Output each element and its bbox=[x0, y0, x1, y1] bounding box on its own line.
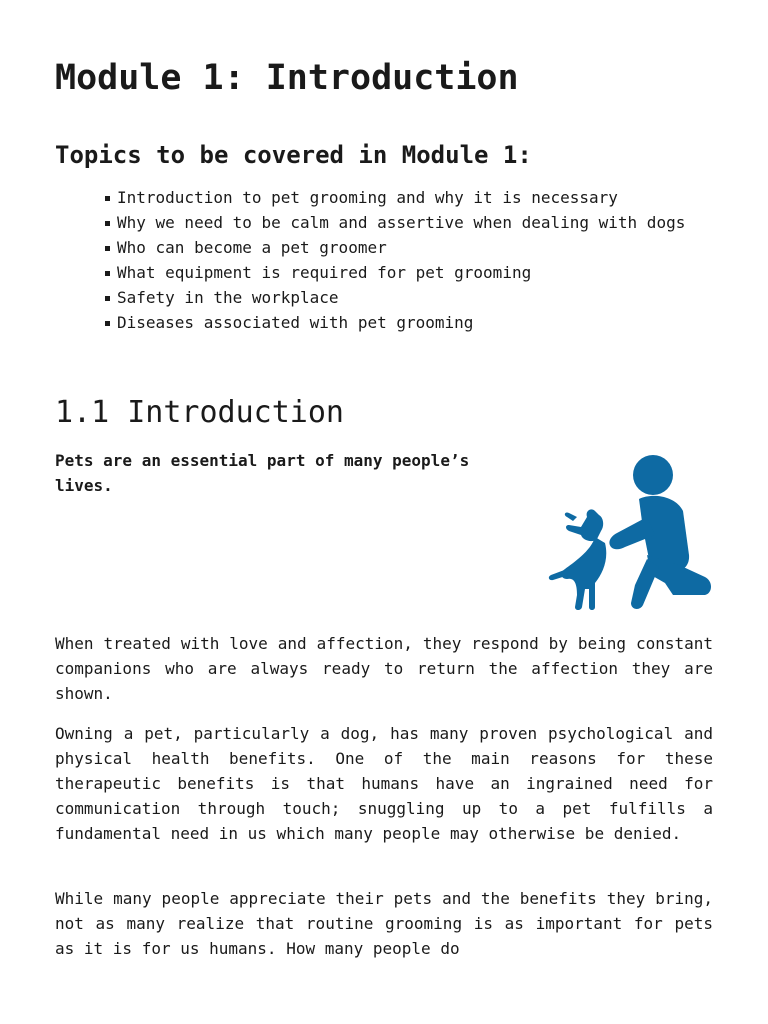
list-item-text: Who can become a pet groomer bbox=[117, 238, 387, 257]
bullet-icon bbox=[105, 296, 110, 301]
paragraph: Owning a pet, particularly a dog, has many proven psychological and physical health benefits. One of the main reasons for these therapeutic benefits is that humans have an ingrained need for communication through touch; snuggling up to a pet fulfills a fundamental need in us which many people may otherwise be denied. bbox=[55, 724, 713, 843]
module-title: Module 1: Introduction bbox=[55, 58, 519, 98]
paragraph: While many people appreciate their pets and the benefits they bring, not as many realize that routine grooming is as important for pets as it is for us humans. How many people do bbox=[55, 889, 713, 958]
list-item-text: What equipment is required for pet grooming bbox=[117, 263, 532, 282]
lead-text: Pets are an essential part of many people’s lives. bbox=[55, 451, 470, 495]
list-item-text: Diseases associated with pet grooming bbox=[117, 313, 474, 332]
bullet-icon bbox=[105, 321, 110, 326]
list-item bbox=[117, 235, 713, 260]
bullet-icon bbox=[105, 246, 110, 251]
topics-list bbox=[117, 185, 713, 335]
topics-heading: Topics to be covered in Module 1: bbox=[55, 141, 532, 169]
bullet-icon bbox=[105, 221, 110, 226]
list-item bbox=[117, 185, 713, 210]
paragraph: When treated with love and affection, they respond by being constant companions who are always ready to return the affection they are shown. bbox=[55, 634, 713, 703]
section-heading: 1.1 Introduction bbox=[55, 395, 344, 430]
list-item-text: Why we need to be calm and assertive when dealing with dogs bbox=[117, 213, 686, 232]
list-item-text: Introduction to pet grooming and why it is necessary bbox=[117, 188, 618, 207]
list-item bbox=[117, 260, 713, 285]
list-item bbox=[117, 285, 713, 310]
bullet-icon bbox=[105, 271, 110, 276]
list-item-text: Safety in the workplace bbox=[117, 288, 339, 307]
list-item bbox=[117, 210, 713, 235]
person-petting-dog-icon bbox=[547, 455, 717, 610]
bullet-icon bbox=[105, 196, 110, 201]
list-item bbox=[117, 310, 713, 335]
